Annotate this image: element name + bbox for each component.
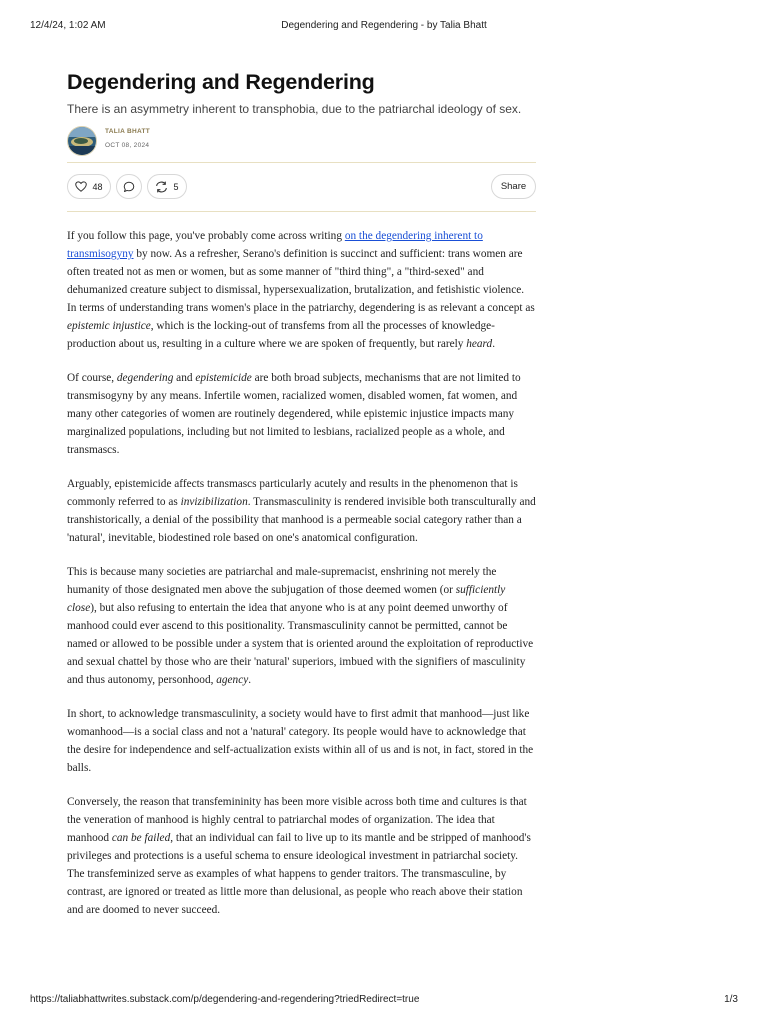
- restack-arrows-icon: [155, 181, 168, 193]
- print-page-number: 1/3: [724, 994, 738, 1005]
- print-date: 12/4/24, 1:02 AM: [30, 20, 106, 31]
- degendering-link[interactable]: on the degendering inherent to transmisogyny: [67, 230, 483, 260]
- paragraph-2: Of course, degendering and epistemicide are both broad subjects, mechanisms that are not limited to transmisogyny by any means. Infertile women, racialized women, disabled women, fat women, and many other categories of women are routinely degendered, while epistemic injustice impacts many marginalized populations, including but not limited to lesbians, racialized people as a whole, and transmascs.: [67, 372, 521, 456]
- author-avatar[interactable]: [67, 126, 97, 156]
- publish-date: OCT 08, 2024: [105, 142, 150, 149]
- print-page-title: Degendering and Regendering - by Talia Bhatt: [281, 20, 487, 31]
- article: [67, 68, 536, 935]
- restack-button[interactable]: [147, 174, 187, 199]
- article-title: Degendering and Regendering: [67, 70, 375, 94]
- print-footer: [30, 994, 738, 1008]
- action-bar: [67, 162, 536, 212]
- paragraph-1: If you follow this page, you've probably come across writing on the degendering inherent to transmisogyny by now. As a refresher, Serano's definition is succinct and sufficient: trans women are often treated not as men or women, but as some manner of "third thing", a "third-sexed" and dehumanized creature subject to dismissal, hypersexualization, brutalization, and fetishistic violence. In terms of understanding trans women's place in the patriarchy, degendering is as relevant a concept as epistemic injustice, which is the locking-out of transfems from all the processes of knowledge-production about us, resulting in a culture where we are spoken of frequently, but rarely heard.: [67, 230, 535, 350]
- author-name[interactable]: TALIA BHATT: [105, 128, 151, 135]
- restack-count: 5: [173, 181, 179, 192]
- print-url: https://taliabhattwrites.substack.com/p/degendering-and-regendering?triedRedirect=true: [30, 994, 420, 1005]
- paragraph-3: Arguably, epistemicide affects transmascs particularly acutely and results in the phenomenon that is commonly referred to as invizibilization. Transmasculinity is rendered invisible both transculturally and transhistorically, a denial of the possibility that manhood is a permeable social category rather than a 'natural', inevitable, biodestined role based on one's anatomical configuration.: [67, 478, 536, 544]
- article-subtitle: There is an asymmetry inherent to transphobia, due to the patriarchal ideology of sex.: [67, 102, 522, 116]
- speech-bubble-icon: [123, 181, 135, 193]
- print-header: [30, 20, 738, 34]
- paragraph-6: Conversely, the reason that transfemininity has been more visible across both time and cultures is that the veneration of manhood is highly central to patriarchal modes of organization. The idea that manhood can be failed, that an individual can fail to live up to its mantle and be stripped of manhood's privileges and protections is a useful schema to ensure ideological investment in patriarchal society. The transfeminized serve as examples of what happens to gender traitors. The transmasculine, by contrast, are ignored or treated as little more than delusional, as people who reach above their station and are doomed to never succeed.: [67, 796, 531, 916]
- article-body: [67, 227, 536, 919]
- comment-button[interactable]: [116, 174, 142, 199]
- byline: [67, 126, 536, 156]
- like-count: 48: [92, 181, 103, 192]
- paragraph-4: This is because many societies are patriarchal and male-supremacist, enshrining not merely the humanity of those designated men above the subjugation of those deemed women (or sufficiently close), but also refusing to entertain the idea that anyone who is at any point deemed unworthy of manhood could ever ascend to this positionality. Transmasculinity cannot be permitted, cannot be named or allowed to be possible under a system that is oriented around the exploitation of reproductive and sexual chattel by those who are their 'natural' superiors, imbued with the signifiers of masculinity and thus autonomy, personhood, agency.: [67, 566, 534, 686]
- share-button[interactable]: Share: [491, 174, 536, 199]
- heart-icon: [75, 181, 87, 192]
- like-button[interactable]: [67, 174, 111, 199]
- paragraph-5: In short, to acknowledge transmasculinity, a society would have to first admit that manhood—just like womanhood—is a social class and not a 'natural' category. Its people would have to acknowledge that the desire for independence and self-actualization exists within all of us and is not, in fact, stored in the balls.: [67, 708, 534, 774]
